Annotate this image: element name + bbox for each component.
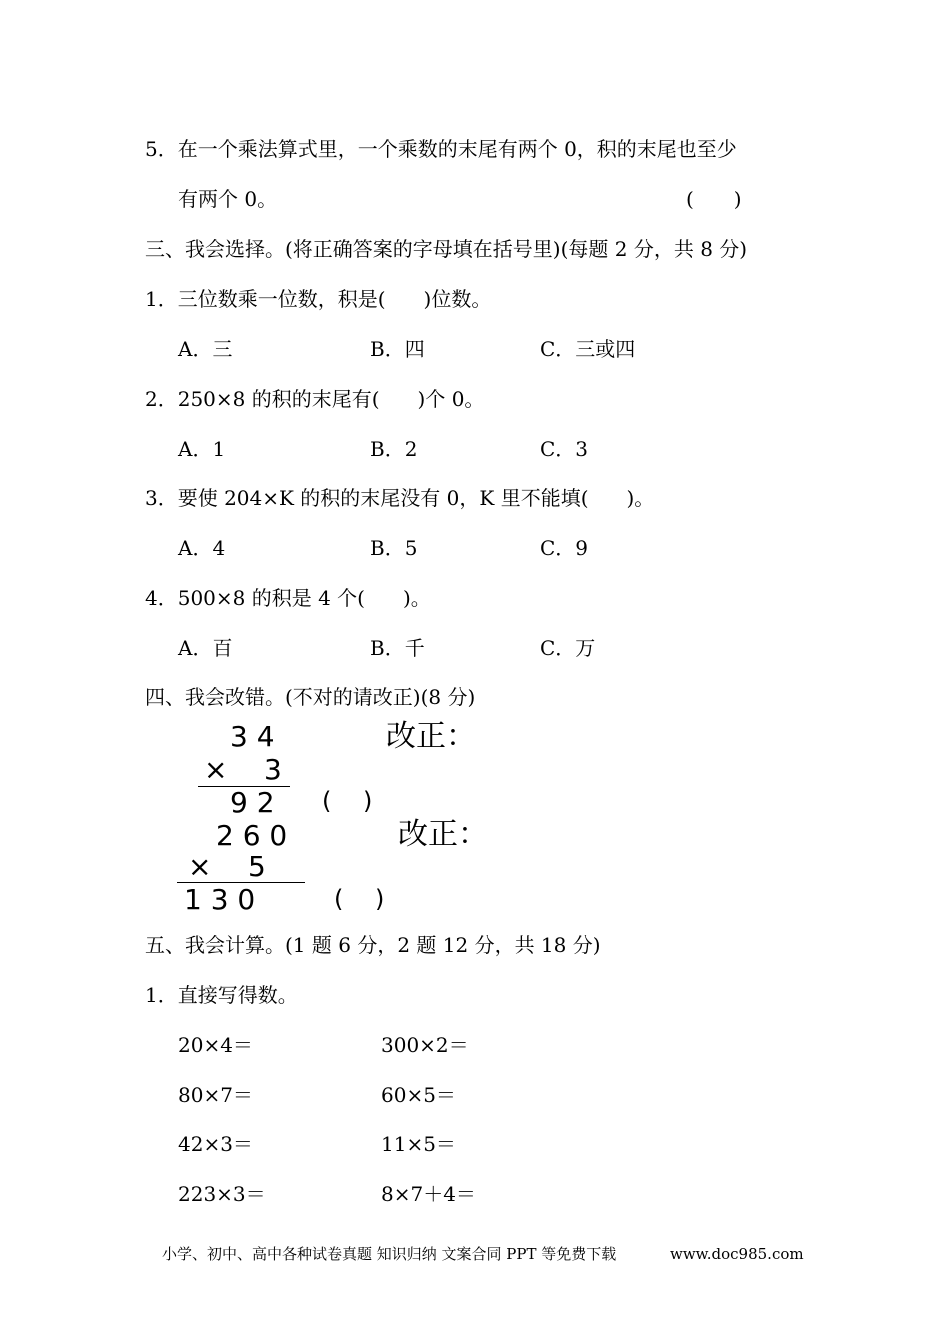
footer-url: www.doc985.com xyxy=(670,1245,804,1263)
option-a: A．百 xyxy=(178,636,233,660)
section-3-heading: 三、我会选择。(将正确答案的字母填在括号里)(每题 2 分，共 8 分) xyxy=(145,237,748,261)
product: 9 2 xyxy=(230,786,275,819)
question-stem: 3．要使 204×K 的积的末尾没有 0，K 里不能填( xyxy=(145,486,589,510)
question-stem-end: )。 xyxy=(626,486,655,510)
question-stem-end: )。 xyxy=(402,586,431,610)
choice-question-1 xyxy=(145,289,491,309)
option-c: C．9 xyxy=(540,536,589,560)
sub-question-1: 1．直接写得数。 xyxy=(145,983,298,1007)
question-stem-end: )位数。 xyxy=(423,287,492,311)
mental-math-item: 11×5＝ xyxy=(381,1132,456,1156)
question-5-line-1: 5．在一个乘法算式里，一个乘数的末尾有两个 0，积的末尾也至少 xyxy=(145,137,737,161)
mental-math-item: 223×3＝ xyxy=(178,1182,266,1206)
option-a: A．4 xyxy=(178,536,226,560)
option-b: B．四 xyxy=(370,337,425,361)
option-b: B．2 xyxy=(370,437,418,461)
choice-question-3 xyxy=(145,488,654,508)
footer-text: 小学、初中、高中各种试卷真题 知识归纳 文案合同 PPT 等免费下载 xyxy=(162,1245,617,1263)
option-c: C．3 xyxy=(540,437,589,461)
question-stem: 2．250×8 的积的末尾有( xyxy=(145,387,380,411)
multiply-sign: × xyxy=(204,753,228,786)
choice-question-2 xyxy=(145,389,484,409)
option-c: C．三或四 xyxy=(540,337,636,361)
mental-math-item: 80×7＝ xyxy=(178,1083,253,1107)
option-a: A．1 xyxy=(178,437,226,461)
section-5-heading: 五、我会计算。(1 题 6 分，2 题 12 分，共 18 分) xyxy=(145,933,601,957)
mental-math-item: 60×5＝ xyxy=(381,1083,456,1107)
mental-math-item: 20×4＝ xyxy=(178,1033,253,1057)
mental-math-item: 42×3＝ xyxy=(178,1132,253,1156)
option-a: A．三 xyxy=(178,337,233,361)
choice-question-4 xyxy=(145,588,431,608)
mental-math-item: 300×2＝ xyxy=(381,1033,469,1057)
multiplicand: 2 6 0 xyxy=(216,819,288,852)
mental-math-item: 8×7＋4＝ xyxy=(381,1182,476,1206)
product: 1 3 0 xyxy=(184,883,256,916)
multiplicand: 3 4 xyxy=(230,720,275,753)
question-stem: 4．500×8 的积是 4 个( xyxy=(145,586,365,610)
answer-parentheses: ( ) xyxy=(686,187,742,211)
section-4-heading: 四、我会改错。(不对的请改正)(8 分) xyxy=(145,685,476,709)
option-c: C．万 xyxy=(540,636,596,660)
question-5-line-2: 有两个 0。 xyxy=(178,187,278,211)
question-stem: 1．三位数乘一位数，积是( xyxy=(145,287,386,311)
option-b: B．5 xyxy=(370,536,418,560)
multiplier: 3 xyxy=(264,753,282,786)
option-b: B．千 xyxy=(370,636,425,660)
correction-label: 改正： xyxy=(398,817,488,852)
multiplier: 5 xyxy=(248,850,266,883)
question-stem-end: )个 0。 xyxy=(417,387,485,411)
correction-label: 改正： xyxy=(386,719,476,754)
judgment-parentheses: ( ) xyxy=(334,885,385,913)
multiply-sign: × xyxy=(188,850,212,883)
judgment-parentheses: ( ) xyxy=(322,787,373,815)
